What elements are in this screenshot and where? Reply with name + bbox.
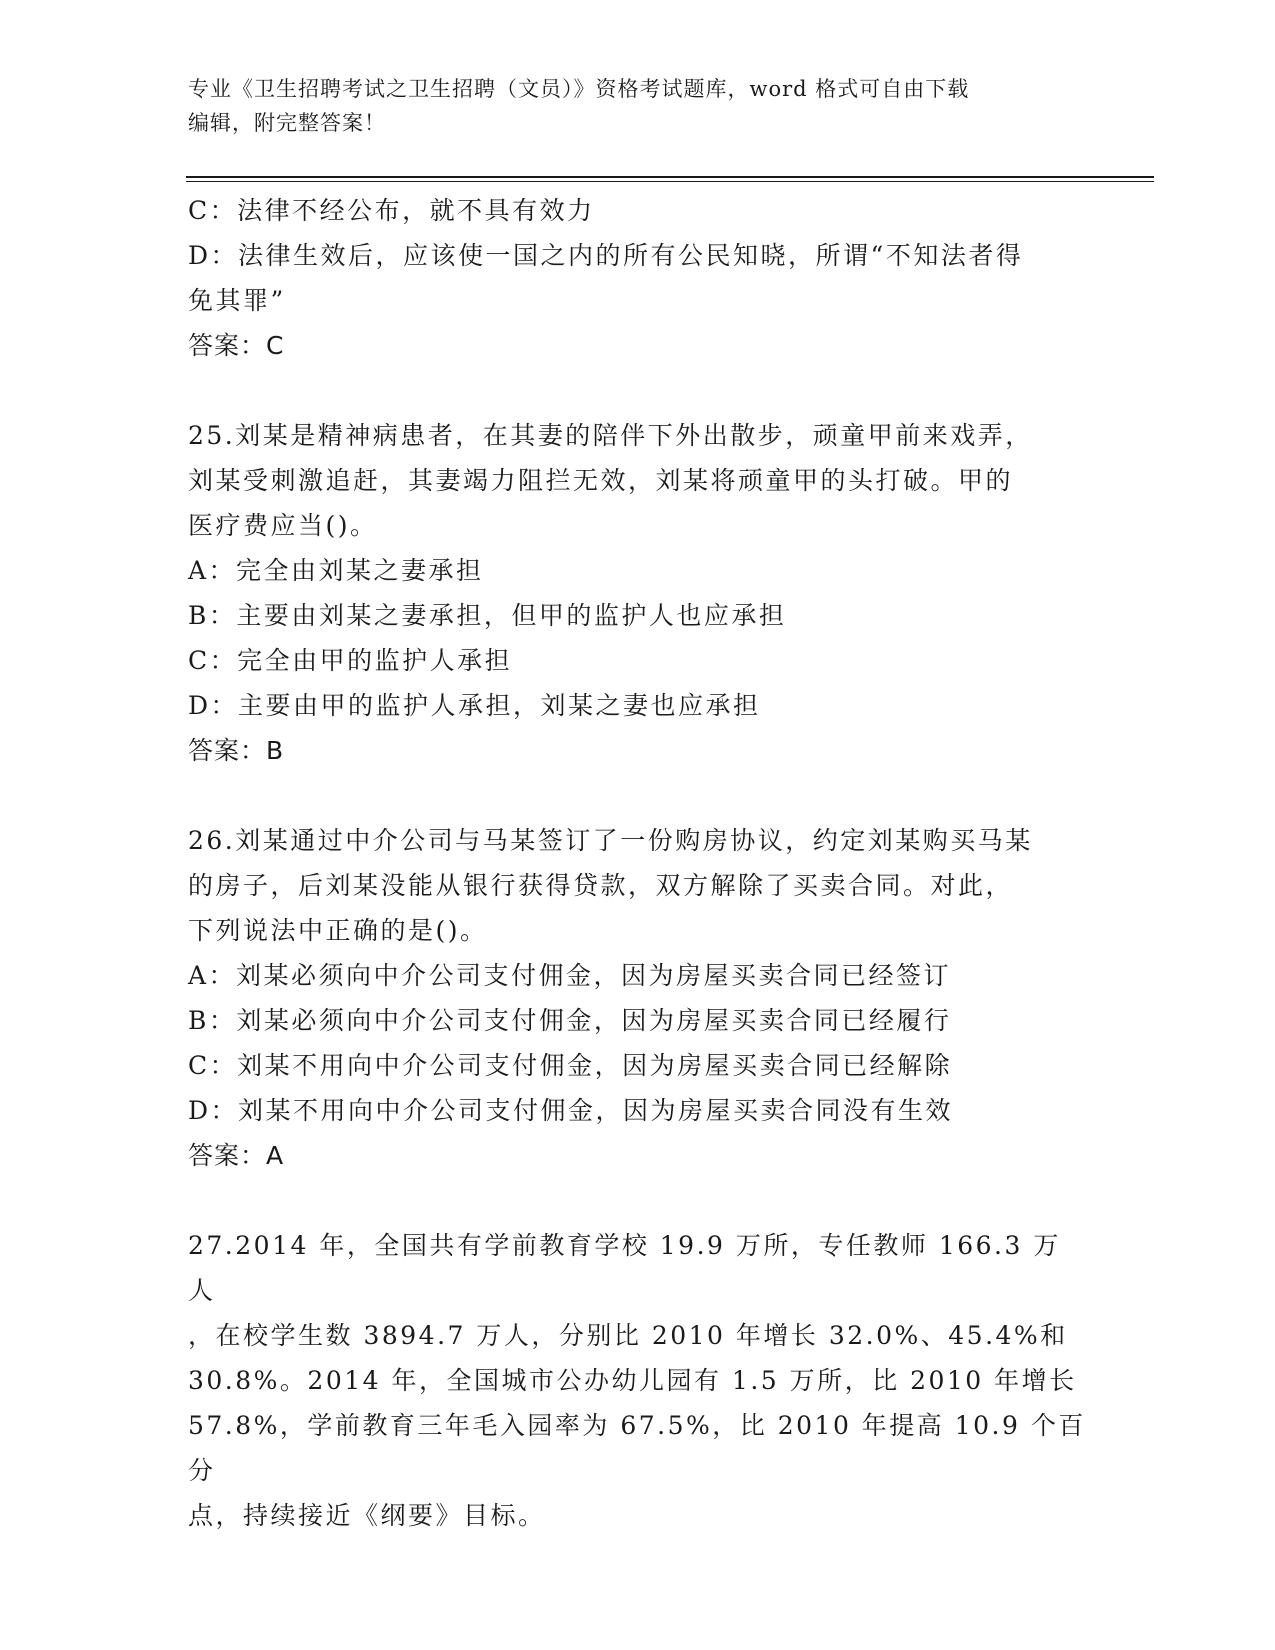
question-stem: 下列说法中正确的是()。	[188, 916, 488, 945]
option-a: A：完全由刘某之妻承担	[188, 556, 484, 585]
option-c: C：刘某不用向中介公司支付佣金，因为房屋买卖合同已经解除	[188, 1051, 953, 1080]
header-line: 编辑，附完整答案！	[188, 111, 386, 135]
option-b: B：刘某必须向中介公司支付佣金，因为房屋买卖合同已经履行	[188, 1006, 952, 1035]
option-d: D：主要由甲的监护人承担，刘某之妻也应承担	[188, 691, 761, 720]
question-stem: 30.8%。2014 年，全国城市公办幼儿园有 1.5 万所，比 2010 年增长	[188, 1366, 1077, 1395]
answer-line: 答案：B	[188, 736, 285, 765]
question-stem: 点，持续接近《纲要》目标。	[188, 1501, 546, 1530]
document-header	[188, 72, 1088, 140]
option-d: D：刘某不用向中介公司支付佣金，因为房屋买卖合同没有生效	[188, 1096, 954, 1125]
answer-line: 答案：C	[188, 331, 285, 360]
question-24-continued	[188, 188, 1088, 368]
spacer	[188, 773, 1088, 818]
question-stem: ，在校学生数 3894.7 万人，分别比 2010 年增长 32.0%、45.4%和	[188, 1321, 1068, 1350]
question-27	[188, 1223, 1088, 1538]
document-body	[188, 188, 1088, 1538]
spacer	[188, 368, 1088, 413]
option-c: C：完全由甲的监护人承担	[188, 646, 513, 675]
header-divider-thin	[186, 181, 1154, 182]
option-c: C：法律不经公布，就不具有效力	[188, 196, 595, 225]
answer-line: 答案：A	[188, 1141, 285, 1170]
question-stem: 医疗费应当()。	[188, 511, 378, 540]
question-stem: 的房子，后刘某没能从银行获得贷款，双方解除了买卖合同。对此，	[188, 871, 1014, 900]
header-divider-thick	[186, 176, 1154, 178]
question-stem: 57.8%，学前教育三年毛入园率为 67.5%，比 2010 年提高 10.9 个百分	[188, 1411, 1086, 1485]
option-b: B：主要由刘某之妻承担，但甲的监护人也应承担	[188, 601, 787, 630]
question-stem: 27.2014 年，全国共有学前教育学校 19.9 万所，专任教师 166.3 万人	[188, 1231, 1061, 1305]
question-stem: 刘某受刺激追赶，其妻竭力阻拦无效，刘某将顽童甲的头打破。甲的	[188, 466, 1014, 495]
question-stem: 26.刘某通过中介公司与马某签订了一份购房协议，约定刘某购买马某	[188, 826, 1033, 855]
option-d: D：法律生效后，应该使一国之内的所有公民知晓，所谓“不知法者得	[188, 241, 1024, 270]
spacer	[188, 1178, 1088, 1223]
question-25	[188, 413, 1088, 773]
option-a: A：刘某必须向中介公司支付佣金，因为房屋买卖合同已经签订	[188, 961, 952, 990]
question-26	[188, 818, 1088, 1178]
question-stem: 25.刘某是精神病患者，在其妻的陪伴下外出散步，顽童甲前来戏弄，	[188, 421, 1033, 450]
header-line: 专业《卫生招聘考试之卫生招聘（文员）》资格考试题库，word 格式可自由下载	[188, 77, 970, 101]
option-d-continued: 免其罪”	[188, 286, 286, 315]
